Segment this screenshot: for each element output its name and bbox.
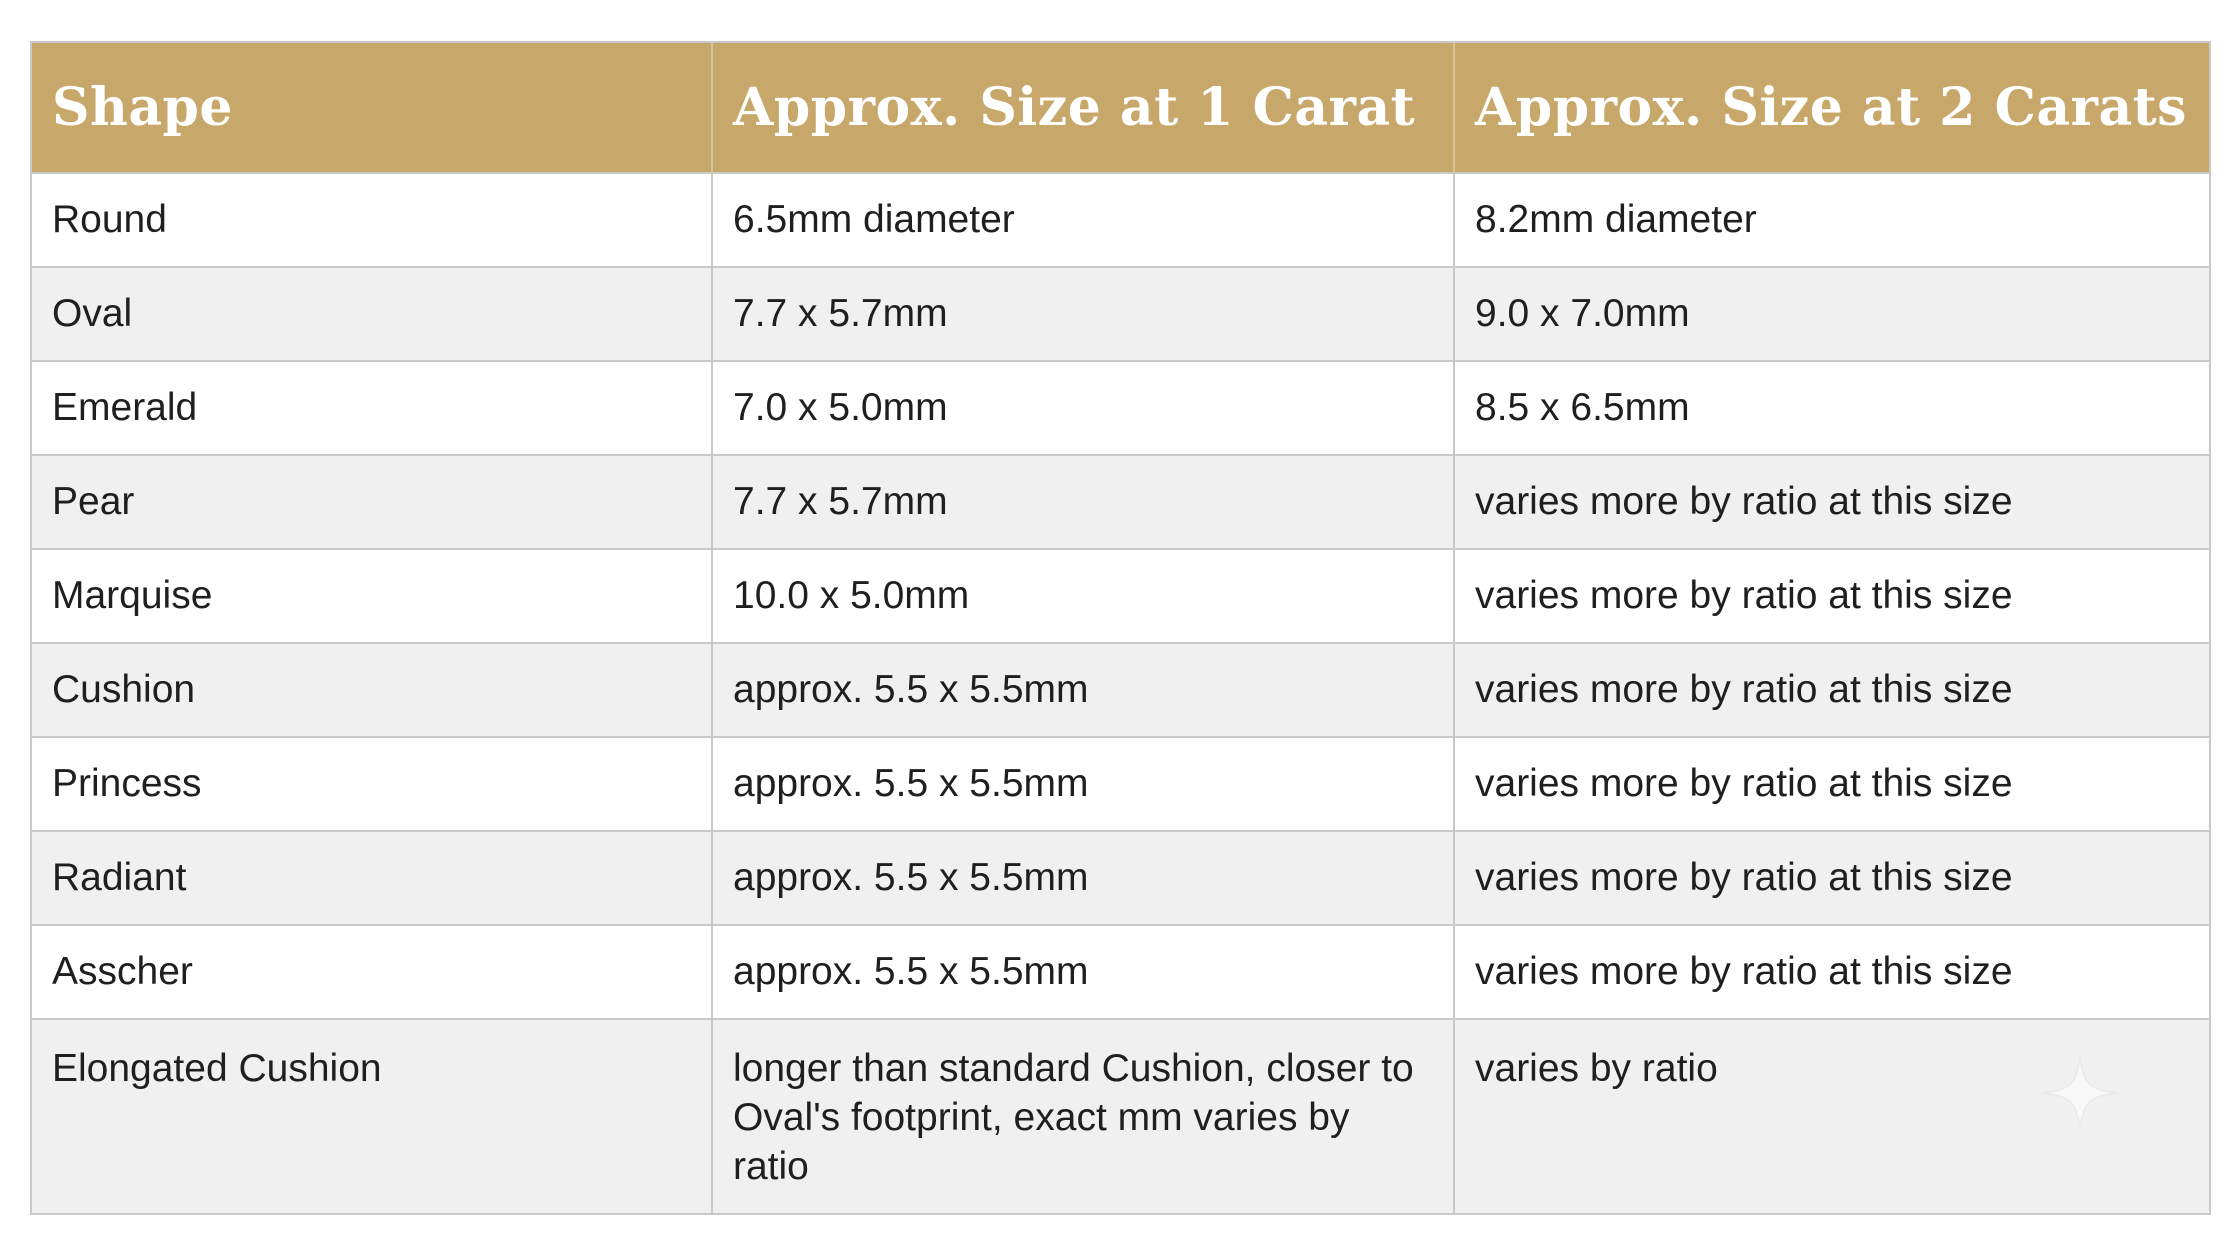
cell-shape: Asscher: [32, 925, 712, 1019]
cell-size-2-carats: varies more by ratio at this size: [1454, 925, 2209, 1019]
diamond-size-table-container: [30, 41, 2211, 1215]
cell-size-1-carat: approx. 5.5 x 5.5mm: [712, 925, 1454, 1019]
cell-size-1-carat: longer than standard Cushion, closer to Oval's footprint, exact mm varies by ratio: [712, 1019, 1454, 1213]
cell-size-1-carat: 7.0 x 5.0mm: [712, 361, 1454, 455]
cell-size-2-carats: 9.0 x 7.0mm: [1454, 267, 2209, 361]
cell-shape: Cushion: [32, 643, 712, 737]
header-size-1-carat: Approx. Size at 1 Carat: [712, 43, 1454, 173]
cell-size-1-carat: 6.5mm diameter: [712, 173, 1454, 267]
cell-size-2-carats: varies more by ratio at this size: [1454, 737, 2209, 831]
cell-size-2-carats: 8.5 x 6.5mm: [1454, 361, 2209, 455]
cell-shape: Elongated Cushion: [32, 1019, 712, 1213]
cell-size-1-carat: approx. 5.5 x 5.5mm: [712, 643, 1454, 737]
cell-shape: Pear: [32, 455, 712, 549]
cell-size-1-carat: 7.7 x 5.7mm: [712, 455, 1454, 549]
table-body: [32, 173, 2209, 1213]
table-row: [32, 549, 2209, 643]
cell-shape: Round: [32, 173, 712, 267]
table-row: [32, 455, 2209, 549]
sparkle-icon: [2042, 1055, 2118, 1131]
cell-size-2-carats: varies more by ratio at this size: [1454, 831, 2209, 925]
cell-shape: Princess: [32, 737, 712, 831]
table-header: [32, 43, 2209, 173]
cell-size-1-carat: 10.0 x 5.0mm: [712, 549, 1454, 643]
table-row: [32, 267, 2209, 361]
header-row: [32, 43, 2209, 173]
cell-size-1-carat: approx. 5.5 x 5.5mm: [712, 737, 1454, 831]
cell-shape: Radiant: [32, 831, 712, 925]
table-row: [32, 643, 2209, 737]
table-row: [32, 1019, 2209, 1213]
table-row: [32, 173, 2209, 267]
cell-size-2-carats: varies by ratio: [1454, 1019, 2209, 1213]
diamond-size-table: [32, 43, 2209, 1213]
cell-size-1-carat: approx. 5.5 x 5.5mm: [712, 831, 1454, 925]
cell-size-1-carat: 7.7 x 5.7mm: [712, 267, 1454, 361]
cell-shape: Emerald: [32, 361, 712, 455]
table-row: [32, 925, 2209, 1019]
cell-shape: Oval: [32, 267, 712, 361]
table-row: [32, 361, 2209, 455]
cell-size-2-carats: varies more by ratio at this size: [1454, 549, 2209, 643]
cell-size-2-carats: varies more by ratio at this size: [1454, 455, 2209, 549]
table-row: [32, 737, 2209, 831]
header-size-2-carats: Approx. Size at 2 Carats: [1454, 43, 2209, 173]
cell-size-2-carats: 8.2mm diameter: [1454, 173, 2209, 267]
cell-size-2-carats: varies more by ratio at this size: [1454, 643, 2209, 737]
cell-shape: Marquise: [32, 549, 712, 643]
header-shape: Shape: [32, 43, 712, 173]
table-row: [32, 831, 2209, 925]
